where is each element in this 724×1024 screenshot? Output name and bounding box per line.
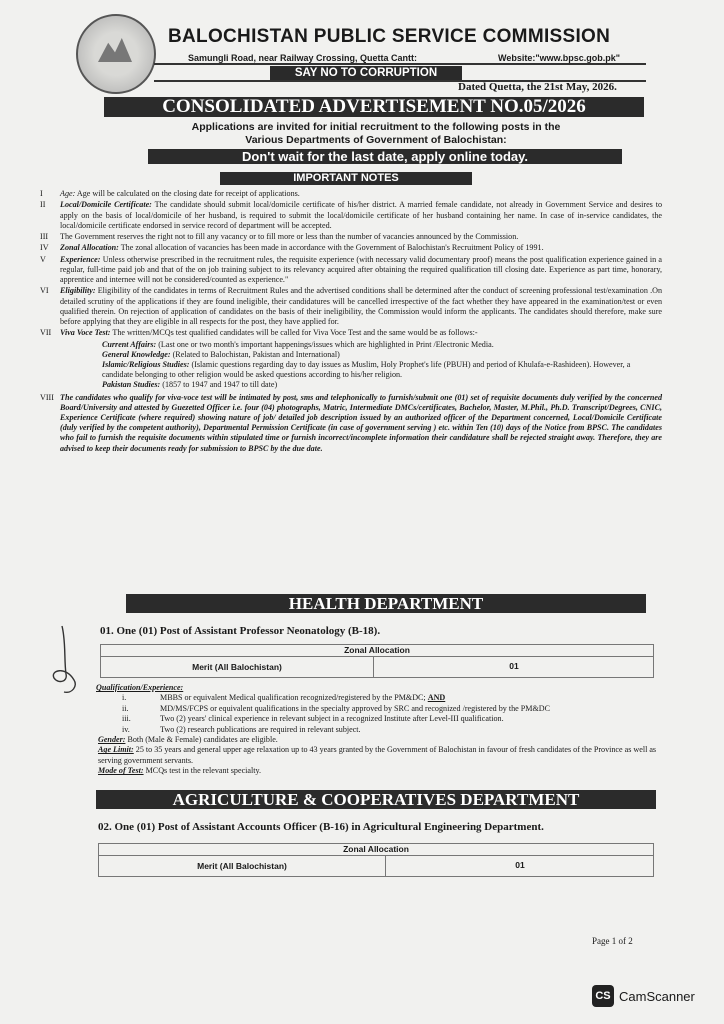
- viva-sub-item: Current Affairs: (Last one or two month's important happenings/issues which are highlighted in Print /Electronic Media.: [102, 339, 494, 349]
- org-name: BALOCHISTAN PUBLIC SERVICE COMMISSION: [168, 26, 611, 47]
- gender-line: Gender: Both (Male & Female) candidates are eligible.: [98, 735, 278, 745]
- note-item: VI Eligibility: Eligibility of the candidates in terms of Recruitment Rules and the advertised conditions shall be determined after the conduct of screening professional test/examination .On detailed scrutiny of the applications if they are found ineligible, their candidatures will be cancelled irrespective of the fact whether they have appeared in the examination/test or even qualified therein. On rejection of application of candidates on the basis of their ineligibility, the Commission would inform the applicants. The candidates should therefore, make sure before applying that they are eligible in all respects for the post, they have applied for.: [40, 286, 662, 326]
- camscanner-label: CamScanner: [619, 988, 695, 1004]
- health-qualification: Qualification/Experience: i. MBBS or equivalent Medical qualification recognized/registered by the PM&DC; AND ii. MD/MS/FCPS or equivalent qualifications in the specialty approved by SRC and recognized /registered by the PM&DC iii. Two (2) years' clinical experience in relevant subject in a recognized Institute after Level-III qualification. iv. Two (2) research publications are required in relevant subject. Gender: Both (Male & Female) candidates are eligible. Age Limit: 25 to 35 years and general upper age relaxation up to 43 years granted by the Government of Balochistan in favour of fresh candidates of the Province as well as serving government servants. Mode of Test: MCQs test in the relevant specialty.: [96, 683, 657, 776]
- zonal-header: Zonal Allocation: [101, 645, 653, 657]
- qual-item: ii. MD/MS/FCPS or equivalent qualifications in the specialty approved by SRC and recognized /registered by the PM&DC: [122, 703, 551, 713]
- zonal-header: Zonal Allocation: [99, 844, 653, 856]
- health-post-title: 01. One (01) Post of Assistant Professor Neonatology (B-18).: [100, 625, 381, 637]
- qual-item: iii. Two (2) years' clinical experience in relevant subject in a recognized Institute after Level-III qualification.: [122, 714, 504, 724]
- slogan-banner: SAY NO TO CORRUPTION: [270, 66, 462, 80]
- note-item: V Experience: Unless otherwise prescribed in the recruitment rules, the requisite experience (with necessary valid documentary proof) means the post qualification experience gained in a regular, full-time paid job and that of the on job training subject to its relevancy acquired after obtaining the required qualification till closing date. Experience as part time, honorary, apprentice and internee will not be considered/counted as experience.": [40, 254, 662, 284]
- dated-line: Dated Quetta, the 21st May, 2026.: [458, 81, 617, 93]
- qual-item: i. MBBS or equivalent Medical qualification recognized/registered by the PM&DC; AND: [122, 693, 446, 703]
- header-rule: [154, 63, 646, 65]
- health-zonal-table: [100, 644, 654, 678]
- note-item: I Age: Age will be calculated on the closing date for receipt of applications.: [40, 189, 300, 198]
- bpsc-logo: [76, 14, 156, 94]
- advertisement-title: CONSOLIDATED ADVERTISEMENT NO.05/2026: [104, 97, 644, 117]
- viva-sub-item: General Knowledge: (Related to Balochistan, Pakistan and International): [102, 349, 340, 359]
- note-item: VIII The candidates who qualify for viva-voce test will be intimated by post, sms and telephonically to furnish/submit one (01) set of requisite documents duly verified by the concerned Board/University and attested by Guezetted Officer i.e. four (04) photographs, Matric, Intermediate DMCs/certificates, Bachelor, Master, M.Phil., Ph.D. Transcript/Degrees, CNIC, Experience Certificate (where required) showing nature of job/ detailed job description issued by an authorized officer of the Department concerned, Local/Domicile Certificate (duly verified by the competent authority), Departmental Permission Certificate (in case of government serving ) etc. within Ten (10) days of the Notice from BPSC. The candidates who fail to furnish the requisite documents within stipulated time or furnish incorrect/incomplete information their candidature shall be rejected straight away. Therefore, they are advised to keep their documents ready for submission to BPSC by the due date.: [40, 392, 662, 453]
- agriculture-department-heading: AGRICULTURE & COOPERATIVES DEPARTMENT: [96, 790, 656, 809]
- agri-zonal-table: [98, 843, 654, 877]
- zonal-value: 01: [509, 661, 519, 671]
- apply-online-banner: Don't wait for the last date, apply online today.: [148, 149, 622, 164]
- notes-heading: IMPORTANT NOTES: [220, 172, 472, 185]
- note-item: VII Viva Voce Test: The written/MCQs test qualified candidates will be called for Viva Voce Test and the same would be as follows:-: [40, 328, 478, 338]
- zonal-label: Merit (All Balochistan): [99, 856, 386, 876]
- age-limit-line: Age Limit: 25 to 35 years and general upper age relaxation up to 43 years granted by the Government of Balochistan in favour of fresh candidates of the Province as well as serving government servants.: [98, 745, 657, 765]
- note-item: II Local/Domicile Certificate: The candidate should submit local/domicile certificate of his/her district. A married female candidate, not already in Government Service and desires to apply on the basis of local/domicile of her husband, is required to submit the local/domicile certificate of her husband containing her name. In case of in-service candidates, the local/domicile certificate endorsed in service record of department will be accepted.: [40, 200, 663, 230]
- agri-post-title: 02. One (01) Post of Assistant Accounts Officer (B-16) in Agricultural Engineering Department.: [98, 821, 544, 833]
- intro-line-2: Various Departments of Government of Balochistan:: [245, 134, 507, 146]
- viva-sub-item: Islamic/Religious Studies: (Islamic questions regarding day to day issues as Muslim, Holy Prophet's life (PBUH) and period of Khulafa-e-Rashideen). However, a candidate belonging to other religion would be asked questions according to his/her religion.: [102, 359, 631, 380]
- zonal-value: 01: [515, 860, 525, 870]
- zonal-label: Merit (All Balochistan): [101, 657, 374, 677]
- org-website: Website:"www.bpsc.gob.pk": [498, 53, 621, 63]
- note-item: III The Government reserves the right not to fill any vacancy or to fill more or less than the number of vacancies announced by the Commission.: [40, 232, 519, 241]
- qual-item: iv. Two (2) research publications are required in relevant subject.: [122, 724, 361, 734]
- health-department-heading: HEALTH DEPARTMENT: [126, 594, 646, 613]
- page-number: Page 1 of 2: [592, 936, 633, 946]
- org-address: Samungli Road, near Railway Crossing, Quetta Cantt:: [188, 53, 418, 63]
- mode-of-test-line: Mode of Test: MCQs test in the relevant specialty.: [98, 766, 262, 776]
- viva-sub-item: Pakistan Studies: (1857 to 1947 and 1947 to till date): [102, 380, 278, 390]
- important-notes: [40, 189, 662, 455]
- note-item: IV Zonal Allocation: The zonal allocation of vacancies has been made in accordance with the Government of Balochistan's Recruitment Policy of 1991.: [40, 243, 544, 253]
- handwritten-mark: [46, 622, 86, 702]
- camscanner-watermark: [592, 985, 695, 1007]
- intro-line-1: Applications are invited for initial recruitment to the following posts in the: [191, 121, 561, 133]
- camscanner-icon: CS: [592, 985, 614, 1007]
